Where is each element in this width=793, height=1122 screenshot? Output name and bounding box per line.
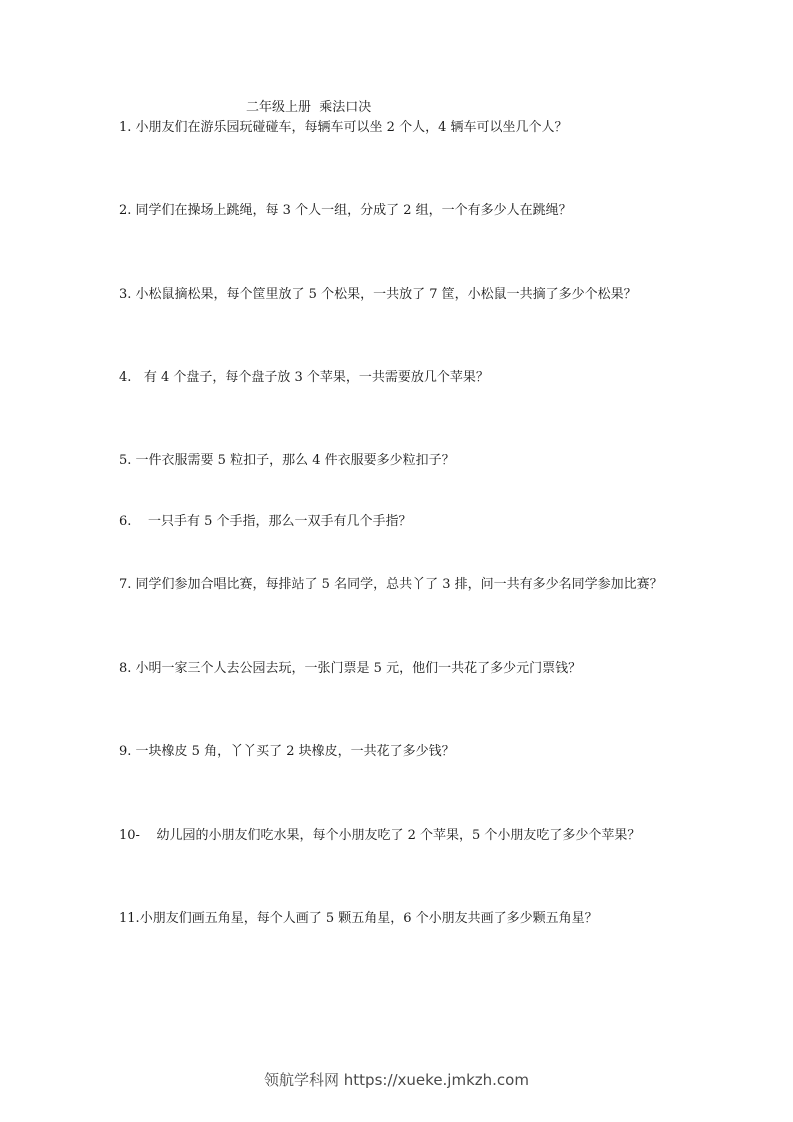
- question-text: 小松鼠摘松果，每个筐里放了 5 个松果，一共放了 7 筐，小松鼠一共摘了多少个松果？: [135, 287, 637, 302]
- question-text: 一只手有 5 个手指，那么一双手有几个手指？: [147, 514, 412, 529]
- question-number: 6.: [119, 514, 148, 529]
- question-text: 同学们在操场上跳绳，每 3 个人一组，分成了 2 组，一个有多少人在跳绳？: [135, 203, 572, 218]
- question-text: 一件衣服需要 5 粒扣子，那么 4 件衣服要多少粒扣子？: [135, 453, 455, 468]
- question-number: 5.: [119, 453, 136, 468]
- question-3: [119, 285, 679, 305]
- question-2: [119, 201, 679, 221]
- question-number: 8.: [119, 661, 136, 676]
- question-9: [119, 742, 679, 762]
- question-4: [119, 368, 679, 388]
- question-11: [119, 909, 679, 929]
- question-text: 小朋友们画五角星，每个人画了 5 颗五角星，6 个小朋友共画了多少颗五角星？: [139, 911, 598, 926]
- question-7: [119, 575, 679, 595]
- question-text: 幼儿园的小朋友们吃水果，每个小朋友吃了 2 个苹果，5 个小朋友吃了多少个苹果？: [156, 828, 641, 843]
- question-number: 2.: [119, 203, 136, 218]
- question-number: 9.: [119, 744, 136, 759]
- question-8: [119, 659, 679, 679]
- question-number: 4.: [119, 370, 144, 385]
- question-1: [119, 118, 679, 138]
- question-text: 有 4 个盘子，每个盘子放 3 个苹果，一共需要放几个苹果？: [143, 370, 489, 385]
- question-text: 小明一家三个人去公园去玩，一张门票是 5 元，他们一共花了多少元门票钱？: [135, 661, 582, 676]
- question-5: [119, 451, 679, 471]
- question-10: [119, 826, 679, 846]
- question-number: 1.: [119, 120, 136, 135]
- question-number: 3.: [119, 287, 136, 302]
- question-number: 7.: [119, 577, 136, 592]
- worksheet-title: 二年级上册 乘法口决: [246, 100, 372, 115]
- footer-watermark: 领航学科网 https://xueke.jmkzh.com: [264, 1071, 529, 1089]
- question-text: 同学们参加合唱比赛，每排站了 5 名同学，总共丫了 3 排，问一共有多少名同学参加比赛？: [135, 577, 663, 592]
- question-number: 10-: [119, 828, 157, 843]
- question-number: 11.: [119, 911, 140, 926]
- question-text: 小朋友们在游乐园玩碰碰车，每辆车可以坐 2 个人，4 辆车可以坐几个人？: [135, 120, 568, 135]
- question-text: 一块橡皮 5 角，丫丫买了 2 块橡皮，一共花了多少钱？: [135, 744, 455, 759]
- question-6: [119, 512, 679, 532]
